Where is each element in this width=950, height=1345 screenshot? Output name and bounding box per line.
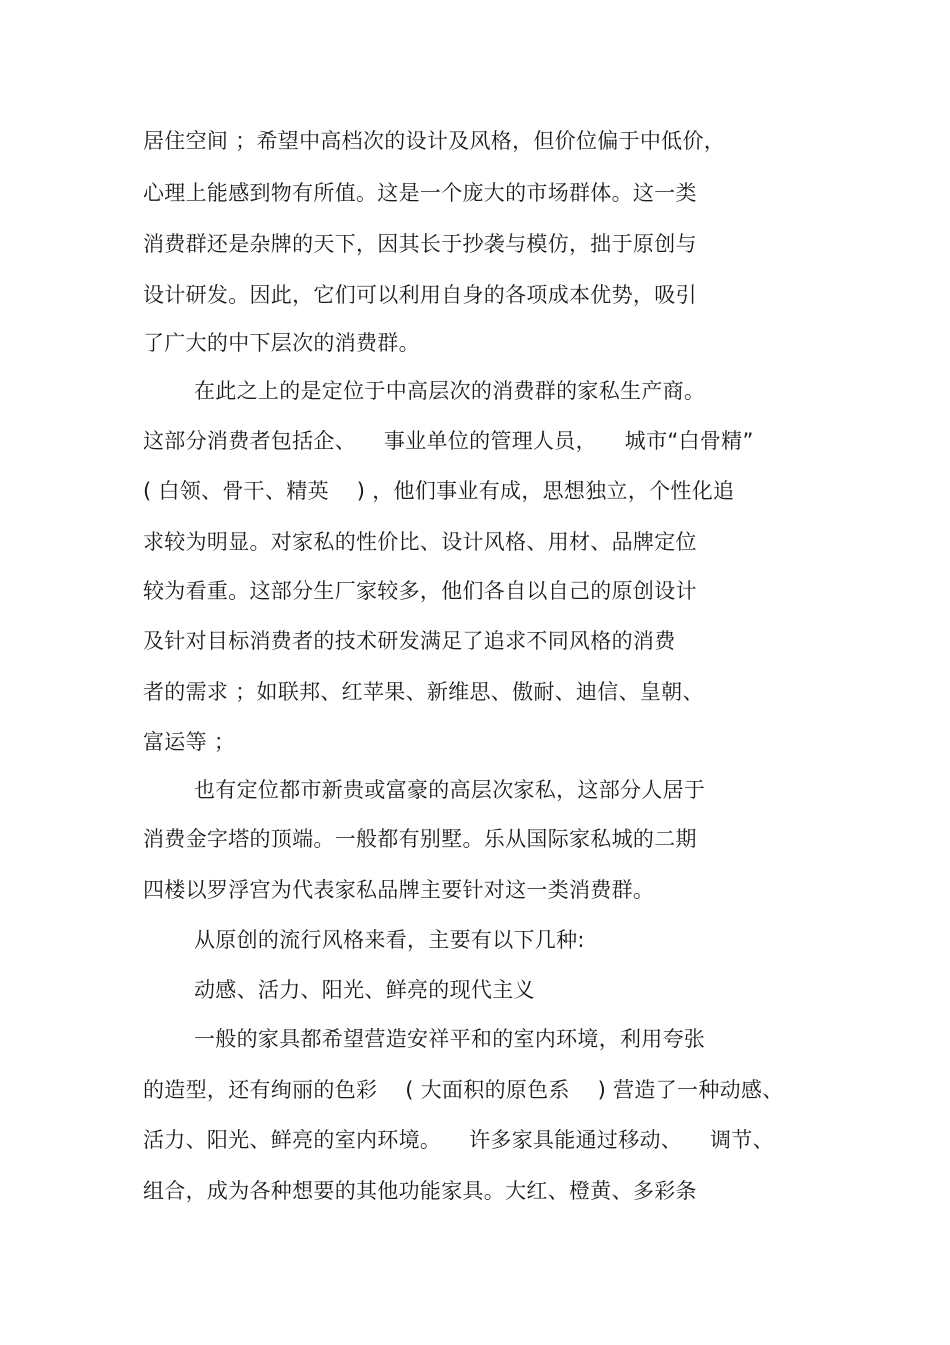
text-line: 较为看重。这部分生厂家较多，他们各自以自己的原创设计 bbox=[143, 579, 697, 603]
text-line: 居住空间 ；希望中高档次的设计及风格，但价位偏于中低价， bbox=[143, 129, 726, 153]
text-line: 富运等 ； bbox=[143, 730, 236, 754]
section-heading: 动感、活力、阳光、鲜亮的现代主义 bbox=[194, 978, 535, 1002]
text-line: 及针对目标消费者的技术研发满足了追求不同风格的消费 bbox=[143, 629, 676, 653]
paragraph-first-line: 也有定位都市新贵或富豪的高层次家私，这部分人居于 bbox=[194, 778, 706, 802]
paragraph-first-line: 在此之上的是定位于中高层次的消费群的家私生产商。 bbox=[194, 379, 706, 403]
text-line: 心理上能感到物有所值。这是一个庞大的市场群体。这一类 bbox=[143, 181, 697, 205]
text-line: 了广大的中下层次的消费群。 bbox=[143, 331, 420, 355]
text-line: 的造型，还有绚丽的色彩 ( 大面积的原色系 ) 营造了一种动感、 bbox=[143, 1078, 784, 1102]
paragraph-first-line: 一般的家具都希望营造安祥平和的室内环境，利用夸张 bbox=[194, 1027, 706, 1051]
text-line: 求较为明显。对家私的性价比、设计风格、用材、品牌定位 bbox=[143, 530, 697, 554]
text-line: 消费金字塔的顶端。一般都有别墅。乐从国际家私城的二期 bbox=[143, 827, 697, 851]
text-line: ( 白领、骨干、精英 ) ，他们事业有成，思想独立，个性化追 bbox=[143, 479, 735, 503]
paragraph-first-line: 从原创的流行风格来看，主要有以下几种: bbox=[194, 928, 585, 952]
text-line: 者的需求 ；如联邦、红苹果、新维思、傲耐、迪信、皇朝、 bbox=[143, 680, 704, 704]
text-line: 消费群还是杂牌的天下，因其长于抄袭与模仿，拙于原创与 bbox=[143, 232, 697, 256]
text-line: 设计研发。因此，它们可以利用自身的各项成本优势，吸引 bbox=[143, 283, 697, 307]
text-line: 这部分消费者包括企、 事业单位的管理人员， 城市“白骨精” bbox=[143, 429, 754, 453]
text-line: 组合，成为各种想要的其他功能家具。大红、橙黄、多彩条 bbox=[143, 1179, 697, 1203]
text-line: 活力、阳光、鲜亮的室内环境。 许多家具能通过移动、 调节、 bbox=[143, 1128, 774, 1152]
text-line: 四楼以罗浮宫为代表家私品牌主要针对这一类消费群。 bbox=[143, 878, 655, 902]
